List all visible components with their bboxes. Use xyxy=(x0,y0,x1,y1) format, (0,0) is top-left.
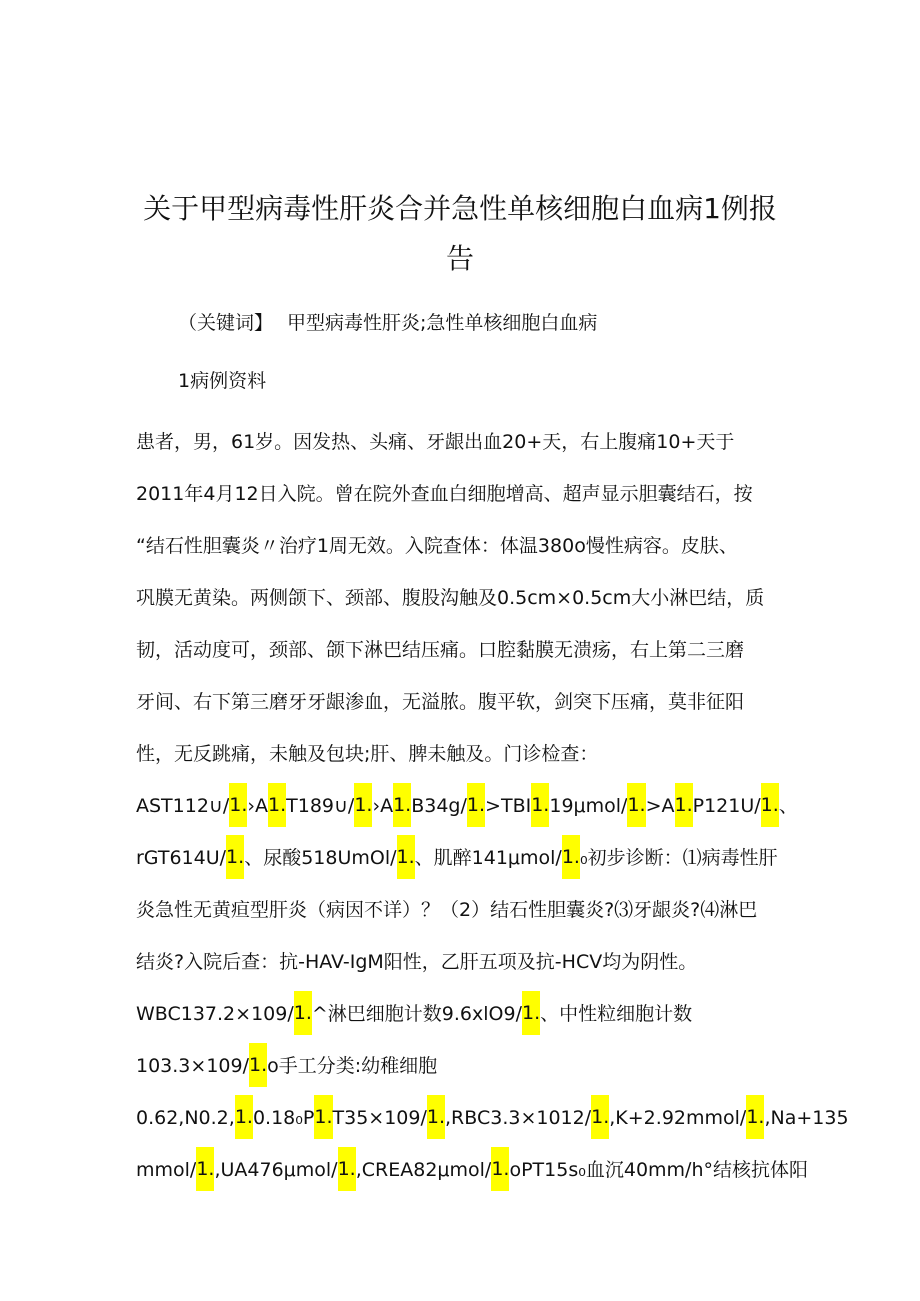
text-segment: 、中性粒细胞计数 xyxy=(540,1003,693,1025)
text-segment: rGT614U∕ xyxy=(136,847,227,869)
text-segment: 0.62,N0.2, xyxy=(136,1107,235,1129)
highlighted-text: 1. xyxy=(522,991,540,1035)
body-line xyxy=(136,522,738,570)
text-segment: 性，无反跳痛，未触及包块;肝、脾未触及。门诊检查： xyxy=(136,743,599,765)
body-line xyxy=(136,990,692,1038)
highlighted-text: 1. xyxy=(675,783,693,827)
text-segment: 103.3×109∕ xyxy=(136,1055,249,1077)
text-segment: 、尿酸518UmOl∕ xyxy=(244,847,397,869)
highlighted-text: 1. xyxy=(627,783,645,827)
highlighted-text: 1. xyxy=(268,783,286,827)
keywords-value: 甲型病毒性肝炎;急性单核细胞白血病 xyxy=(287,312,598,334)
document-title xyxy=(120,184,800,284)
text-segment: 、肌醉141μmol∕ xyxy=(414,847,562,869)
body-line xyxy=(136,782,798,830)
text-segment: AST112∪∕ xyxy=(136,795,230,817)
highlighted-text: 1. xyxy=(467,783,485,827)
highlighted-text: 1. xyxy=(531,783,549,827)
text-segment: ›A xyxy=(247,795,268,817)
body-line xyxy=(136,1042,437,1090)
body-line xyxy=(136,730,598,778)
body-line xyxy=(136,470,753,518)
text-segment: ,K+2.92mmol∕ xyxy=(609,1107,747,1129)
highlighted-text: 1. xyxy=(746,1095,764,1139)
body-line xyxy=(136,678,744,726)
text-segment: ^淋巴细胞计数9.6xlO9∕ xyxy=(311,1003,522,1025)
text-segment: 患者，男，61岁。因发热、头痛、牙龈出血20+天，右上腹痛10+天于 xyxy=(136,431,735,453)
text-segment: 、 xyxy=(778,795,798,817)
highlighted-text: 1. xyxy=(397,835,415,879)
text-segment: B34g∕ xyxy=(411,795,467,817)
highlighted-text: 1. xyxy=(591,1095,609,1139)
highlighted-text: 1. xyxy=(294,991,312,1035)
text-segment: WBC137.2×109∕ xyxy=(136,1003,294,1025)
text-segment: ,Na+135 xyxy=(764,1107,849,1129)
body-line xyxy=(136,574,764,622)
highlighted-text: 1. xyxy=(393,783,411,827)
text-segment: ,CREA82μmol∕ xyxy=(355,1159,492,1181)
title-line-2: 告 xyxy=(445,242,474,275)
text-segment: “结石性胆囊炎〃治疗1周无效。入院查体：体温380o慢性病容。皮肤、 xyxy=(136,535,738,557)
body-line xyxy=(136,418,734,466)
highlighted-text: 1. xyxy=(338,1147,356,1191)
text-segment: ,UA476μmol∕ xyxy=(214,1159,338,1181)
title-line-1: 关于甲型病毒性肝炎合并急性单核细胞白血病1例报 xyxy=(143,192,777,225)
highlighted-text: 1. xyxy=(491,1147,509,1191)
text-segment: 牙间、右下第三磨牙牙龈渗血，无溢脓。腹平软，剑突下压痛，莫非征阳 xyxy=(136,691,745,713)
body-line xyxy=(136,834,778,882)
highlighted-text: 1. xyxy=(226,835,244,879)
text-segment: ,RBC3.3×1012∕ xyxy=(445,1107,592,1129)
highlighted-text: 1. xyxy=(354,783,372,827)
text-segment: 2011年4月12日入院。曾在院外查血白细胞增高、超声显示胆囊结石，按 xyxy=(136,483,753,505)
text-segment: 炎急性无黄疸型肝炎（病因不详）？（2）结石性胆囊炎?⑶牙龈炎?⑷淋巴 xyxy=(136,899,758,921)
text-segment: >A xyxy=(645,795,675,817)
text-segment: P121U∕ xyxy=(692,795,761,817)
highlighted-text: 1. xyxy=(249,1043,267,1087)
keywords-label: （关键词】 xyxy=(178,312,274,334)
body-line xyxy=(136,938,697,986)
text-segment: >TBI xyxy=(485,795,532,817)
text-segment: T189∪∕ xyxy=(286,795,355,817)
keywords-row xyxy=(178,308,597,335)
highlighted-text: 1. xyxy=(314,1095,332,1139)
text-segment: ›A xyxy=(372,795,394,817)
text-segment: o手工分类:幼稚细胞 xyxy=(267,1055,438,1077)
highlighted-text: 1. xyxy=(562,835,580,879)
highlighted-text: 1. xyxy=(427,1095,445,1139)
text-segment: 韧，活动度可，颈部、颌下淋巴结压痛。口腔黏膜无溃疡，右上第二三磨 xyxy=(136,639,745,661)
text-segment: 19μmol∕ xyxy=(549,795,628,817)
body-line xyxy=(136,1146,808,1194)
text-segment: oPT15s₀血沉40mm∕h°结核抗体阳 xyxy=(509,1159,808,1181)
text-segment: mmol∕ xyxy=(136,1159,197,1181)
text-segment: 巩膜无黄染。两侧颌下、颈部、腹股沟触及0.5cm×0.5cm大小淋巴结，质 xyxy=(136,587,765,609)
highlighted-text: 1. xyxy=(196,1147,214,1191)
body-line xyxy=(136,1094,849,1142)
body-line xyxy=(136,886,757,934)
text-segment: T35×109∕ xyxy=(332,1107,427,1129)
text-segment: ₀初步诊断：⑴病毒性肝 xyxy=(579,847,778,869)
section-heading: 1病例资料 xyxy=(178,370,267,392)
body-line xyxy=(136,626,744,674)
highlighted-text: 1. xyxy=(229,783,247,827)
text-segment: 0.18₀P xyxy=(252,1107,315,1129)
text-segment: 结炎?入院后查：抗-HAV-IgM阳性，乙肝五项及抗-HCV均为阴性。 xyxy=(136,951,698,973)
highlighted-text: 1. xyxy=(761,783,779,827)
highlighted-text: 1. xyxy=(235,1095,253,1139)
